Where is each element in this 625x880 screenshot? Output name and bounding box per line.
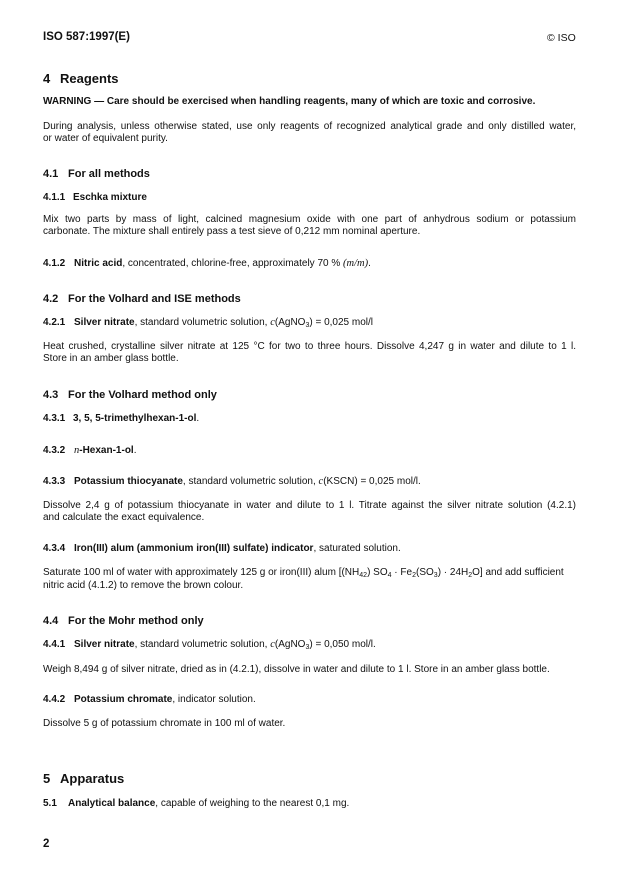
section-4-3-3-text: Dissolve 2,4 g of potassium thiocyanate in water and dilute to 1 l. Titrate against the silver nitrate solution (4.2.1) and calculate the exact equivalence.: [43, 500, 576, 523]
section-4-heading: 4 Reagents: [43, 71, 119, 86]
section-4-2-1-text: Heat crushed, crystalline silver nitrate at 125 °C for two to three hours. Dissolve 4,247 g in water and dilute to 1 l. Store in an amber glass bottle.: [43, 341, 576, 364]
section-4-3-4-text: Saturate 100 ml of water with approximately 125 g or iron(III) alum $[(NH_{42}) SO_4 \cdot Fe_2(SO_3) \cdot 24H_2O]$ and add sufficient nitric acid (4.1.2) to remove the brown colour.: [43, 567, 564, 591]
section-4-1-1-text: Mix two parts by mass of light, calcined magnesium oxide with one part of anhydrous sodium or potassium carbonate. The mixture shall entirely pass a test sieve of 0,212 mm nominal aperture.: [43, 214, 576, 237]
section-4-4-heading: 4.4 For the Mohr method only: [43, 615, 204, 627]
section-4-1-1-heading: 4.1.1 Eschka mixture: [43, 192, 147, 203]
warning-text: WARNING — Care should be exercised when handling reagents, many of which are toxic and corrosive.: [43, 96, 536, 107]
section-4-intro: During analysis, unless otherwise stated, use only reagents of recognized analytical grade and only distilled water, or water of equivalent purity.: [43, 121, 576, 144]
section-4-3-1-text: 4.3.1 3, 5, 5-trimethylhexan-1-ol.: [43, 413, 200, 424]
section-4-1-2-text: 4.1.2 Nitric acid, concentrated, chlorine-free, approximately 70 % (m/m).: [43, 258, 371, 269]
page-number: 2: [43, 838, 50, 850]
section-4-1-heading: 4.1 For all methods: [43, 168, 150, 180]
copyright: © ISO: [547, 32, 576, 44]
document-id: ISO 587:1997(E): [43, 31, 130, 43]
section-4-4-1-heading: 4.4.1 Silver nitrate, standard volumetric solution, c(AgNO$_3$) = 0,050 mol/l.: [43, 639, 376, 651]
section-4-4-2-heading: 4.4.2 Potassium chromate, indicator solution.: [43, 694, 256, 705]
section-5-1-text: 5.1 Analytical balance, capable of weighing to the nearest 0,1 mg.: [43, 798, 350, 809]
section-4-4-1-text: Weigh 8,494 g of silver nitrate, dried as in (4.2.1), dissolve in water and dilute to 1 l. Store in an amber glass bottle.: [43, 664, 550, 675]
section-4-2-1-heading: 4.2.1 Silver nitrate, standard volumetric solution, c(AgNO$_3$) = 0,025 mol/l: [43, 317, 374, 329]
section-5-heading: 5 Apparatus: [43, 771, 125, 786]
section-4-3-2-text: 4.3.2 n-Hexan-1-ol.: [43, 445, 137, 456]
section-4-2-heading: 4.2 For the Volhard and ISE methods: [43, 293, 241, 305]
section-4-3-4-heading: 4.3.4 Iron(III) alum (ammonium iron(III) sulfate) indicator, saturated solution.: [43, 543, 401, 554]
section-4-3-heading: 4.3 For the Volhard method only: [43, 389, 217, 401]
section-4-3-3-heading: 4.3.3 Potassium thiocyanate, standard volumetric solution, c(KSCN) = 0,025 mol/l.: [43, 476, 421, 487]
section-4-4-2-text: Dissolve 5 g of potassium chromate in 100 ml of water.: [43, 718, 286, 729]
